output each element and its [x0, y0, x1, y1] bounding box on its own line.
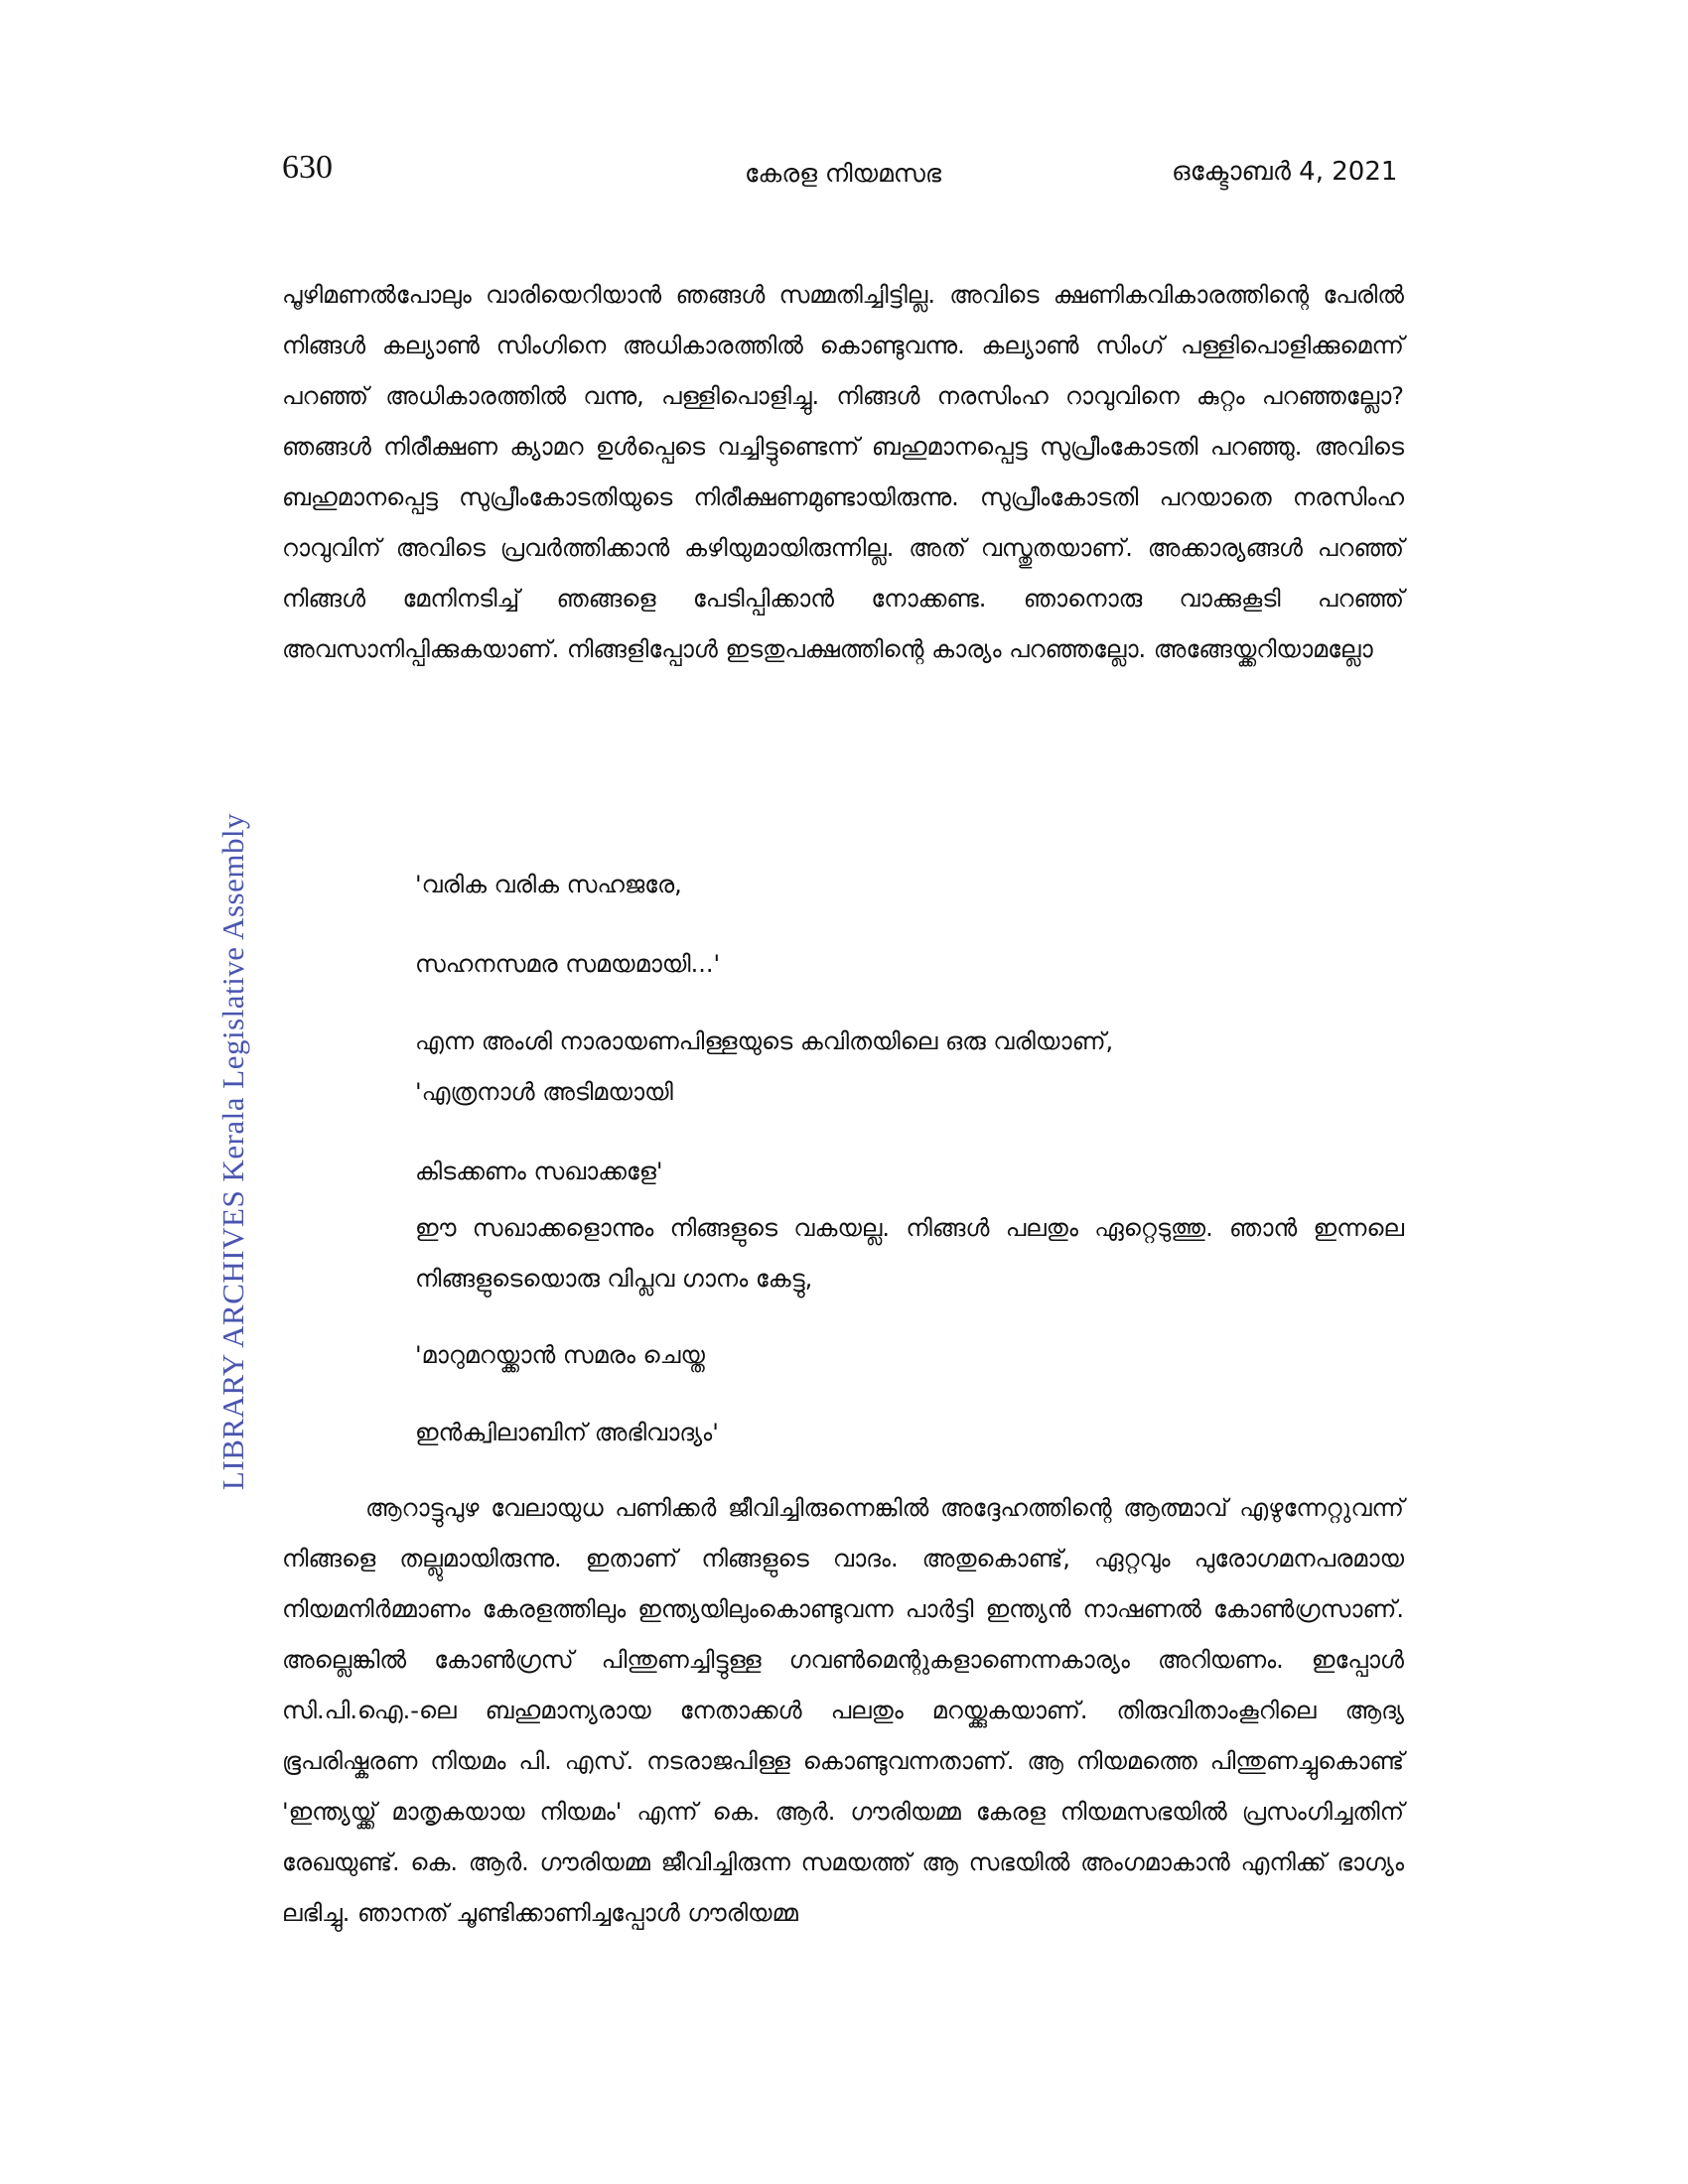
verse-line-1: 'വരിക വരിക സഹജരേ,: [415, 871, 682, 898]
page-number: 630: [282, 149, 333, 186]
verse-line-5: കിടക്കണം സഖാക്കളേ': [415, 1158, 663, 1185]
paragraph-1: പൂഴിമണൽപോലും വാരിയെറിയാൻ ഞങ്ങൾ സമ്മതിച്ചിട്ടില്ല. അവിടെ ക്ഷണികവികാരത്തിന്റെ പേരിൽ നിങ്ങൾ കല്യാൺ സിംഗിനെ അധികാരത്തിൽ കൊണ്ടുവന്നു. കല്യാൺ സിംഗ് പള്ളിപൊളിക്കുമെന്ന് പറഞ്ഞ് അധികാരത്തിൽ വന്നു, പള്ളിപൊളിച്ചു. നിങ്ങൾ നരസിംഹ റാവുവിനെ കുറ്റം പറഞ്ഞല്ലോ? ഞങ്ങൾ നിരീക്ഷണ ക്യാമറ ഉൾപ്പെടെ വച്ചിട്ടുണ്ടെന്ന് ബഹുമാനപ്പെട്ട സുപ്രീംകോടതി പറഞ്ഞു. അവിടെ ബഹുമാനപ്പെട്ട സുപ്രീംകോടതിയുടെ നിരീക്ഷണമുണ്ടായിരുന്നു. സുപ്രീംകോടതി പറയാതെ നരസിംഹ റാവുവിന് അവിടെ പ്രവർത്തിക്കാൻ കഴിയുമായിരുന്നില്ല. അത് വസ്തുതയാണ്. അക്കാര്യങ്ങൾ പറഞ്ഞ് നിങ്ങൾ മേനിനടിച്ച് ഞങ്ങളെ പേടിപ്പിക്കാൻ നോക്കണ്ട. ഞാനൊരു വാക്കുകൂടി പറഞ്ഞ് അവസാനിപ്പിക്കുകയാണ്. നിങ്ങളിപ്പോൾ ഇടതുപക്ഷത്തിന്റെ കാര്യം പറഞ്ഞല്ലോ. അങ്ങേയ്ക്കറിയാമല്ലോ: [282, 281, 1404, 663]
running-header-title: കേരള നിയമസഭ: [745, 159, 941, 188]
verse-line-4: 'എത്രനാൾ അടിമയായി: [415, 1078, 673, 1106]
verse-line-7: 'മാറുമറയ്ക്കാൻ സമരം ചെയ്ത: [415, 1341, 705, 1369]
verse-line-2: സഹനസമര സമയമായി...': [415, 950, 721, 978]
running-header-date: ഒക്ടോബർ 4, 2021: [1172, 157, 1398, 187]
paragraph-2: ആറാട്ടുപുഴ വേലായുധ പണിക്കർ ജീവിച്ചിരുന്നെങ്കിൽ അദ്ദേഹത്തിന്റെ ആത്മാവ് എഴുന്നേറ്റുവന്ന് നിങ്ങളെ തല്ലുമായിരുന്നു. ഇതാണ് നിങ്ങളുടെ വാദം. അതുകൊണ്ട്, ഏറ്റവും പുരോഗമനപരമായ നിയമനിർമ്മാണം കേരളത്തിലും ഇന്ത്യയിലുംകൊണ്ടുവന്ന പാർട്ടി ഇന്ത്യൻ നാഷണൽ കോൺഗ്രസാണ്. അല്ലെങ്കിൽ കോൺഗ്രസ് പിന്തുണച്ചിട്ടുള്ള ഗവൺമെന്റുകളാണെന്നകാര്യം അറിയണം. ഇപ്പോൾ സി.പി.ഐ.-ലെ ബഹുമാന്യരായ നേതാക്കൾ പലതും മറയ്ക്കുകയാണ്. തിരുവിതാംകൂറിലെ ആദ്യ ഭൂപരിഷ്കരണ നിയമം പി. എസ്. നടരാജപിള്ള കൊണ്ടുവന്നതാണ്. ആ നിയമത്തെ പിന്തുണച്ചുകൊണ്ട് 'ഇന്ത്യയ്ക്ക് മാതൃകയായ നിയമം' എന്ന് കെ. ആർ. ഗൗരിയമ്മ കേരള നിയമസഭയിൽ പ്രസംഗിച്ചതിന് രേഖയുണ്ട്. കെ. ആർ. ഗൗരിയമ്മ ജീവിച്ചിരുന്ന സമയത്ത് ആ സഭയിൽ അംഗമാകാൻ എനിക്ക് ഭാഗ്യം ലഭിച്ചു. ഞാനത് ചൂണ്ടിക്കാണിച്ചപ്പോൾ ഗൗരിയമ്മ: [282, 1494, 1404, 1927]
verse-line-8: ഇൻക്വിലാബിന് അഭിവാദ്യം': [415, 1419, 719, 1446]
verse-line-6: ഈ സഖാക്കളൊന്നും നിങ്ങളുടെ വകയല്ല. നിങ്ങൾ പലതും ഏറ്റെടുത്തു. ഞാൻ ഇന്നലെ നിങ്ങളുടെയൊരു വിപ്ലവ ഗാനം കേട്ടു,: [415, 1214, 1404, 1293]
verse-line-3: എന്ന അംശി നാരായണപിള്ളയുടെ കവിതയിലെ ഒരു വരിയാണ്,: [415, 1027, 1114, 1055]
archive-watermark: LIBRARY ARCHIVES Kerala Legislative Assembly: [215, 812, 250, 1491]
